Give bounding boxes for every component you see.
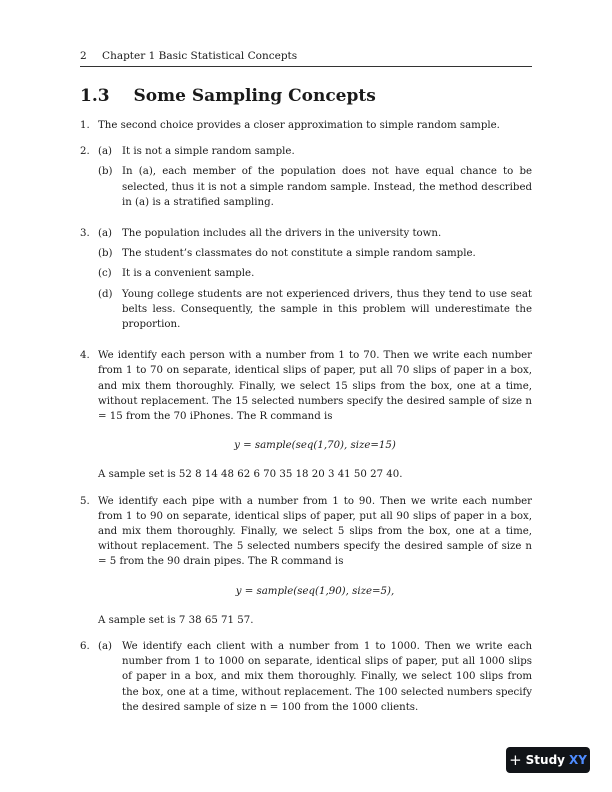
page-number: 2 <box>80 50 87 62</box>
exercise-body <box>98 226 532 337</box>
exercise-body <box>98 144 532 215</box>
sub-text: It is not a simple random sample. <box>122 146 295 158</box>
sub-answer <box>98 639 532 715</box>
exercise-text: We identify each pipe with a number from 1 to 90. Then we write each number from 1 to 90 on separate, identical slips of paper, put all 90 slips of paper in a box, and mix them thoroughly. Finally, we select 5 slips from the box, one at a time, without replacement. The 5 selected numbers specify the desired sample of size n = 5 from the 90 drain pipes. The R command is <box>98 495 532 568</box>
exercise-body <box>98 348 532 482</box>
plus-icon: + <box>509 751 522 769</box>
section-title: Some Sampling Concepts <box>133 86 376 106</box>
chapter-title: Chapter 1 Basic Statistical Concepts <box>102 50 298 62</box>
sub-text: The student’s classmates do not constitute a simple random sample. <box>122 248 476 260</box>
sub-label: (a) <box>98 228 113 240</box>
exercise-1 <box>80 118 532 133</box>
sub-text: Young college students are not experienced drivers, thus they tend to use seat belts less. Consequently, the sample in this problem will underestimate the proportion. <box>122 288 532 331</box>
exercise-number: 1. <box>80 120 90 131</box>
exercise-body <box>98 494 532 628</box>
sub-answer <box>98 246 532 261</box>
brand-prefix: Study <box>525 753 565 767</box>
running-header <box>80 50 532 67</box>
exercise-number: 6. <box>80 641 90 653</box>
exercise-number: 3. <box>80 228 90 240</box>
sub-text: In (a), each member of the population does not have equal chance to be selected, thus it is not a simple random sample. Instead, the method described in (a) is a stratified sampling. <box>122 166 532 208</box>
sub-text: The population includes all the drivers in the university town. <box>122 228 442 240</box>
exercise-6 <box>80 639 532 720</box>
sub-label: (c) <box>98 268 112 280</box>
sub-label: (b) <box>98 166 113 178</box>
sub-label: (a) <box>98 146 113 158</box>
exercise-2 <box>80 144 532 215</box>
exercise-number: 2. <box>80 146 90 158</box>
exercise-body <box>98 639 532 720</box>
sub-label: (b) <box>98 248 113 260</box>
sub-text: It is a convenient sample. <box>122 268 255 280</box>
sample-result: A sample set is 52 8 14 48 62 6 70 35 18 20 3 41 50 27 40. <box>98 469 403 481</box>
studyxy-logo-button[interactable] <box>506 747 590 773</box>
sub-answer <box>98 144 532 159</box>
sub-answer <box>98 226 532 241</box>
exercise-list <box>80 118 532 731</box>
section-heading <box>80 86 376 106</box>
exercise-number: 5. <box>80 495 90 507</box>
exercise-number: 4. <box>80 350 90 362</box>
sub-label: (d) <box>98 288 113 300</box>
brand-suffix: XY <box>568 753 587 767</box>
exercise-5 <box>80 494 532 628</box>
sub-answer <box>98 287 532 333</box>
section-number: 1.3 <box>80 86 110 106</box>
sub-text: We identify each client with a number from 1 to 1000. Then we write each number from 1 to 1000 on separate, identical slips of paper, put all 1000 slips of paper in a box, and mix them thoroughly. Finally, we select 100 slips from the box, one at a time, without replacement. The 100 selected numbers specify the desired sample of size n = 100 from the 1000 clients. <box>122 641 532 713</box>
exercise-4 <box>80 348 532 482</box>
sub-answer <box>98 164 532 210</box>
exercise-text: The second choice provides a closer approximation to simple random sample. <box>98 120 500 131</box>
r-command: y = sample(seq(1,70), size=15) <box>234 440 396 452</box>
sample-result: A sample set is 7 38 65 71 57. <box>98 614 254 626</box>
sub-label: (a) <box>98 641 113 653</box>
sub-answer <box>98 266 532 281</box>
exercise-3 <box>80 226 532 337</box>
exercise-text: We identify each person with a number from 1 to 70. Then we write each number from 1 to 70 on separate, identical slips of paper, put all 70 slips of paper in a box, and mix them thoroughly. Finally, we select 15 slips from the box, one at a time, without replacement. The 15 selected numbers specify the desired sample of size n = 15 from the 70 iPhones. The R command is <box>98 350 532 423</box>
r-command: y = sample(seq(1,90), size=5), <box>235 585 395 597</box>
